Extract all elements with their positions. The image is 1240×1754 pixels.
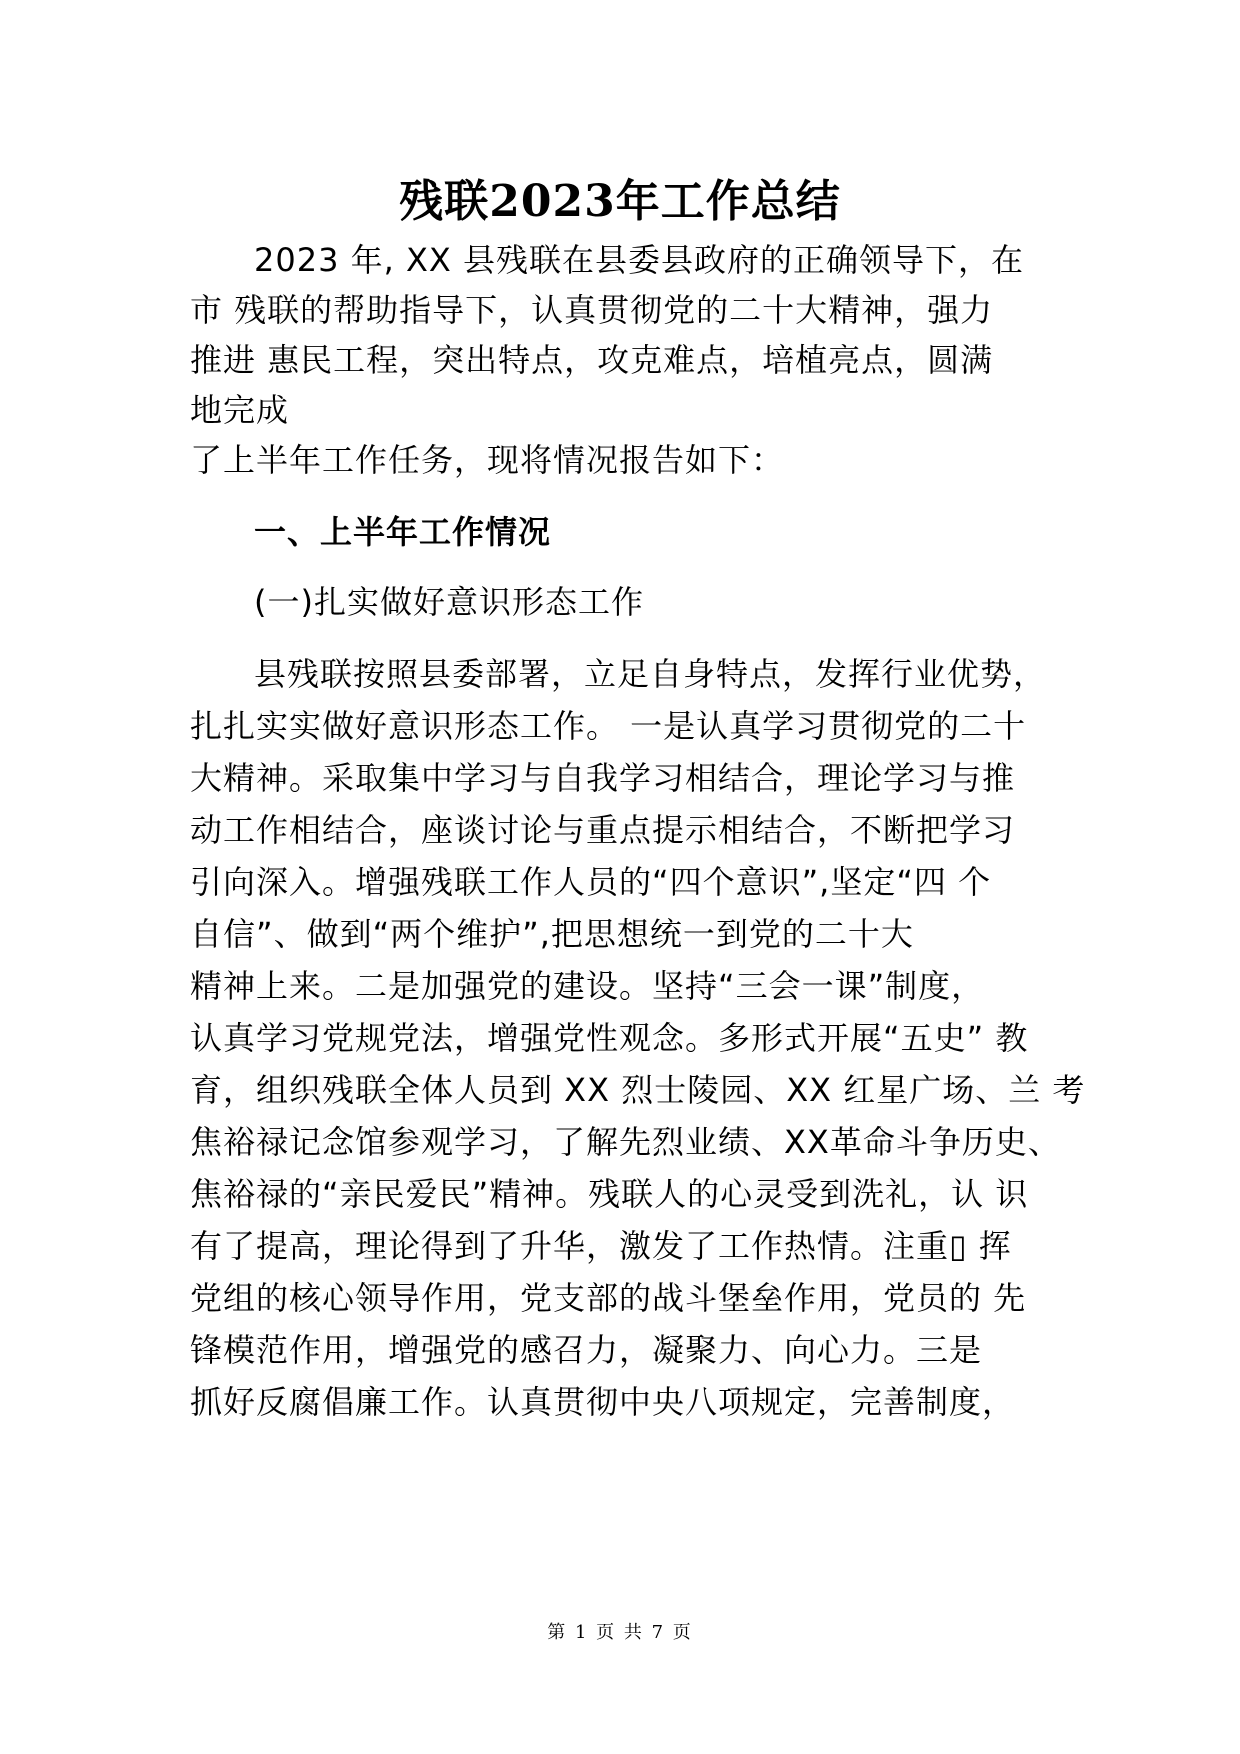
document-title: 残联2023年工作总结 [399,176,841,227]
body-line-19: 锋模范作用，增强党的感召力，凝聚力、向心力。三是 [190,1331,983,1369]
body-line-20: 抓好反腐倡廉工作。认真贯彻中央八项规定，完善制度， [190,1383,1016,1421]
body-line-1: 2023 年, XX 县残联在县委县政府的正确领导下，在 [254,241,1024,279]
body-line-14: 育，组织残联全体人员到 XX 烈士陵园、XX 红星广场、兰 考 [190,1071,1086,1109]
body-line-17: 有了提高，理论得到了升华，激发了工作热情。注重▯ 挥 [190,1227,1012,1265]
body-line-9: 动工作相结合，座谈讨论与重点提示相结合，不断把学习 [190,811,1016,849]
page-number-footer: 第 1 页 共 7 页 [547,1622,693,1643]
body-line-6: 县残联按照县委部署，立足自身特点，发挥行业优势， [254,655,1047,693]
body-line-10: 引向深入。增强残联工作人员的“四个意识”,坚定“四 个 [190,863,992,901]
body-line-5: 了上半年工作任务，现将情况报告如下： [190,441,785,479]
body-line-3: 推进 惠民工程，突出特点，攻克难点，培植亮点，圆满 [190,341,994,379]
body-line-12: 精神上来。二是加强党的建设。坚持“三会一课”制度， [190,967,985,1005]
subsection-heading-1: (一)扎实做好意识形态工作 [254,583,644,621]
body-line-8: 大精神。采取集中学习与自我学习相结合，理论学习与推 [190,759,1016,797]
section-heading-1: 一、上半年工作情况 [254,513,552,551]
body-line-13: 认真学习党规党法，增强党性观念。多形式开展“五史” 教 [190,1019,1029,1057]
body-line-15: 焦裕禄记念馆参观学习，了解先烈业绩、XX革命斗争历史、 [190,1123,1061,1161]
body-line-2: 市 残联的帮助指导下，认真贯彻党的二十大精神，强力 [190,291,994,329]
body-line-18: 党组的核心领导作用，党支部的战斗堡垒作用，党员的 先 [190,1279,1027,1317]
body-line-16: 焦裕禄的“亲民爱民”精神。残联人的心灵受到洗礼，认 识 [190,1175,1029,1213]
body-line-7: 扎扎实实做好意识形态工作。 一是认真学习贯彻党的二十 [190,707,1027,745]
body-line-11: 自信”、做到“两个维护”,把思想统一到党的二十大 [190,915,914,953]
body-line-4: 地完成 [190,391,290,429]
